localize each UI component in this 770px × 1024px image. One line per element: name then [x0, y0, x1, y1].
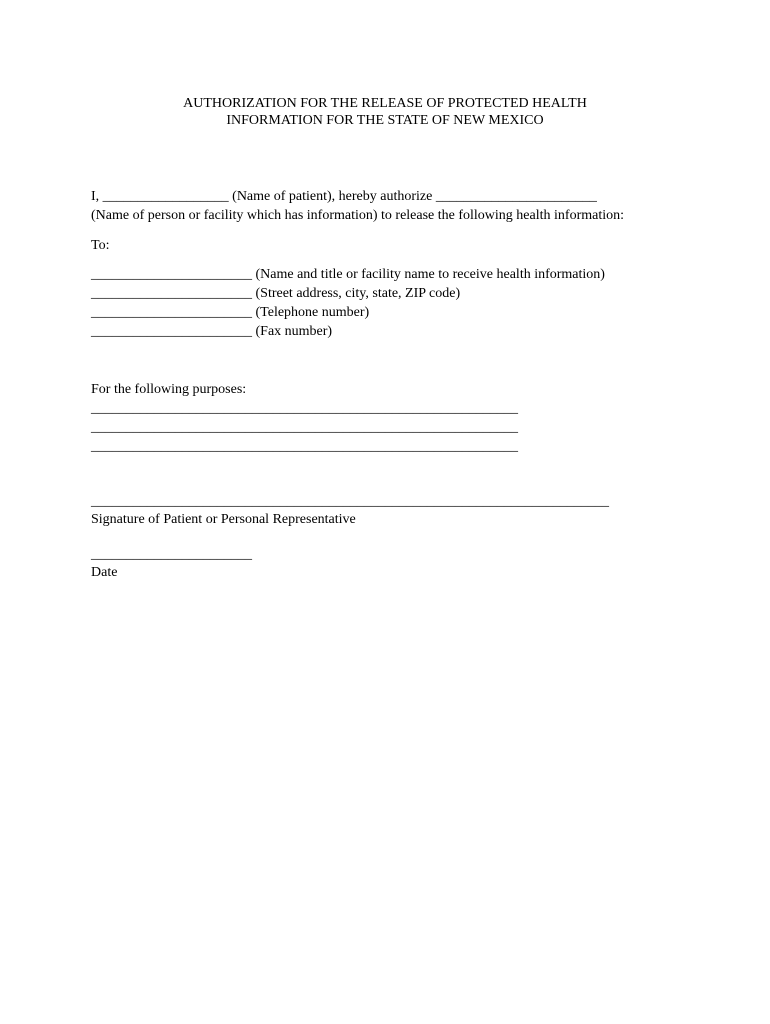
purpose-line-1: _____________________________________________________________	[91, 401, 518, 416]
recipient-name-line: _______________________ (Name and title or facility name to receive health information)	[91, 267, 605, 282]
purpose-line-3: _____________________________________________________________	[91, 439, 518, 454]
purpose-line-2: _____________________________________________________________	[91, 420, 518, 435]
purposes-label: For the following purposes:	[91, 382, 247, 397]
recipient-address-line: _______________________ (Street address, city, state, ZIP code)	[91, 286, 461, 301]
signature-rule: __________________________________________________________________________	[91, 494, 609, 509]
document-title	[0, 95, 770, 129]
authorization-line-2: (Name of person or facility which has information) to release the following health information:	[91, 208, 625, 223]
to-label: To:	[91, 238, 110, 253]
title-line-2: INFORMATION FOR THE STATE OF NEW MEXICO	[226, 113, 544, 128]
date-rule: _______________________	[91, 547, 252, 562]
recipient-phone-line: _______________________ (Telephone number)	[91, 305, 370, 320]
signature-label: Signature of Patient or Personal Representative	[91, 512, 356, 527]
title-line-1: AUTHORIZATION FOR THE RELEASE OF PROTECTED HEALTH	[183, 96, 587, 111]
date-label: Date	[91, 565, 118, 580]
authorization-line-1: I, __________________ (Name of patient), hereby authorize _______________________	[91, 189, 597, 204]
recipient-fax-line: _______________________ (Fax number)	[91, 324, 333, 339]
